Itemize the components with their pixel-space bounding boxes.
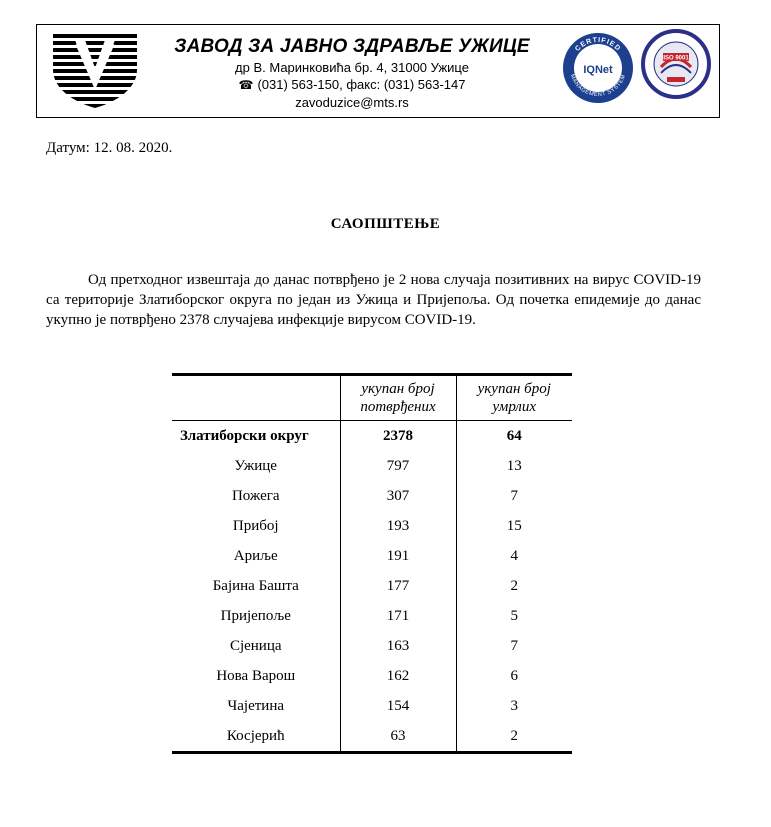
table-row <box>172 721 572 753</box>
organization-info <box>157 35 547 111</box>
confirmed-count: 63 <box>340 721 456 753</box>
confirmed-count: 307 <box>340 481 456 511</box>
deaths-count: 6 <box>510 667 518 684</box>
confirmed-count: 2378 <box>340 421 456 452</box>
table-row <box>172 451 572 481</box>
header-deaths-line1: укупан број <box>477 381 551 397</box>
header-deaths <box>456 375 572 421</box>
deaths-count: 15 <box>506 517 522 534</box>
deaths-count: 2 <box>510 577 518 594</box>
institute-logo <box>47 30 143 110</box>
address: др В. Маринковића бр. 4, 31000 Ужице <box>235 60 469 75</box>
phone-fax: (031) 563-150, факс: (031) 563-147 <box>257 77 466 92</box>
confirmed-count: 191 <box>340 541 456 571</box>
municipality-name: Пријепоље <box>172 601 340 631</box>
phone-line <box>157 76 547 94</box>
telephone-icon: ☎ <box>238 78 254 92</box>
municipality-name: Ужице <box>172 451 340 481</box>
table-header-row <box>172 375 572 421</box>
table-row <box>172 691 572 721</box>
region-name: Златиборски округ <box>172 421 340 452</box>
email[interactable]: zavoduzice@mts.rs <box>295 95 409 110</box>
deaths-count: 2 <box>510 727 518 744</box>
table-row <box>172 571 572 601</box>
confirmed-count: 171 <box>340 601 456 631</box>
iso-certification-seal <box>641 27 711 101</box>
municipality-name: Сјеница <box>172 631 340 661</box>
document-date: Датум: 12. 08. 2020. <box>46 140 173 156</box>
municipality-name: Чајетина <box>172 691 340 721</box>
table-row <box>172 661 572 691</box>
table-row <box>172 511 572 541</box>
municipality-name: Косјерић <box>172 721 340 753</box>
municipality-name: Прибој <box>172 511 340 541</box>
municipality-name: Нова Варош <box>172 661 340 691</box>
header-confirmed <box>340 375 456 421</box>
table-row <box>172 481 572 511</box>
organization-name: ЗАВОД ЗА ЈАВНО ЗДРАВЉЕ УЖИЦЕ <box>174 36 530 57</box>
confirmed-count: 193 <box>340 511 456 541</box>
table-row <box>172 631 572 661</box>
covid-statistics-table <box>172 373 572 754</box>
iso-label: ISO 9001 <box>663 55 689 62</box>
deaths-count: 7 <box>510 487 518 504</box>
deaths-count: 7 <box>510 637 518 654</box>
svg-text:CERTIFIED: CERTIFIED <box>574 36 622 53</box>
announcement-paragraph: Од претходног извештаја до данас потврђено је 2 нова случаја позитивних на вирус COVID-19 са територије Златиборског округа по један из Ужица и Пријепоља. Од почетка епидемије до данас укупно је потврђено 2378 случајева инфекције вирусом COVID-19. <box>46 272 701 328</box>
header-region <box>172 375 340 421</box>
table-row <box>172 541 572 571</box>
confirmed-count: 154 <box>340 691 456 721</box>
deaths-count: 3 <box>510 697 518 714</box>
municipality-name: Пожега <box>172 481 340 511</box>
table-row <box>172 601 572 631</box>
svg-text:MANAGEMENT SYSTEM: MANAGEMENT SYSTEM <box>568 73 628 99</box>
municipality-name: Ариље <box>172 541 340 571</box>
deaths-count: 4 <box>510 547 518 564</box>
table-row-total <box>172 421 572 452</box>
confirmed-count: 797 <box>340 451 456 481</box>
confirmed-count: 162 <box>340 661 456 691</box>
header-deaths-line2: умрлих <box>492 399 536 415</box>
confirmed-count: 163 <box>340 631 456 661</box>
deaths-count: 64 <box>506 427 522 444</box>
header-confirmed-line2: потврђених <box>360 399 436 415</box>
deaths-count: 5 <box>510 607 518 624</box>
confirmed-count: 177 <box>340 571 456 601</box>
letterhead <box>36 24 720 118</box>
iqnet-certification-seal <box>561 31 635 105</box>
deaths-count: 13 <box>506 457 522 474</box>
document-title: САОПШТЕЊЕ <box>330 216 441 232</box>
municipality-name: Бајина Башта <box>172 571 340 601</box>
iqnet-brand: IQNet <box>583 64 613 76</box>
header-confirmed-line1: укупан број <box>361 381 435 397</box>
